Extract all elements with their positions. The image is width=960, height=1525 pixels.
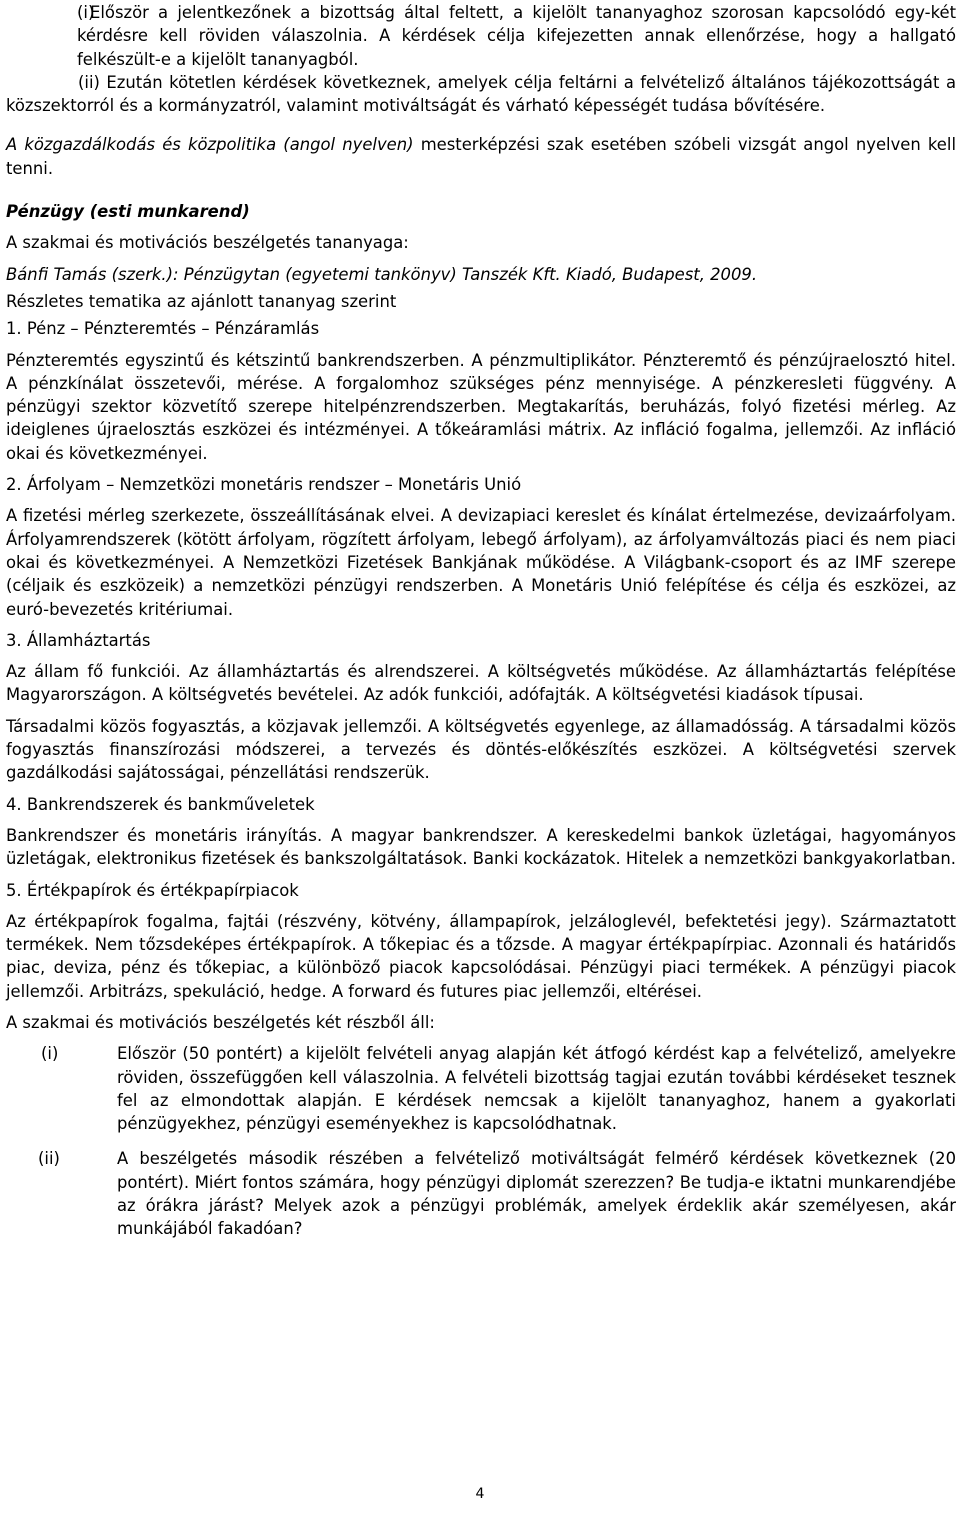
reference: Bánfi Tamás (szerk.): Pénzügytan (egyetemi tankönyv) Tanszék Kft. Kiadó, Budapest, 2009. <box>6 264 758 284</box>
intro-item-ii: (ii) Ezután kötetlen kérdések következnek, amelyek célja feltárni a felvételiző általános tájékozottságát a közszektorról és a kormányzatról, valamint motiváltságát és várható képességét tudása bővítésére. <box>6 72 956 116</box>
document-page <box>6 0 956 1241</box>
section-title: Pénzügy (esti munkarend) <box>6 202 250 222</box>
interview-item-text: Először (50 pontért) a kijelölt felvételi anyag alapján két átfogó kérdést kap a felvételiző, amelyekre röviden, összefüggően kell válaszolnia. A felvételi bizottság tagjai ezután további kérdéseket tesznek fel az elmondottak alapján. E kérdések nemcsak a kijelölt tananyaghoz, hanem a gyakorlati pénzügyekhez, pénzügyi eseményekhez is kapcsolódhatnak. <box>117 1044 956 1134</box>
topic-paragraph: Pénzteremtés egyszintű és kétszintű bankrendszerben. A pénzmultiplikátor. Pénzteremtő és pénzújraelosztó hitel. A pénzkínálat összetevői, mérése. A forgalomhoz szükséges pénz mennyisége. A pénzkeresleti függvény. A pénzügyi szektor közvetítő szerepe hitelpénzrendszerben. Megtakarítás, beruházás, folyó fizetési mérleg. Az ideiglenes újraelosztás eszközei és intézményei. A tőkeáramlási mátrix. Az infláció fogalma, jellemzői. Az infláció okai és következményei. <box>6 350 956 463</box>
tematika-note: Részletes tematika az ajánlott tananyag szerint <box>6 291 397 311</box>
topic-heading: 5. Értékpapírok és értékpapírpiacok <box>6 880 299 900</box>
intro-note <box>6 133 956 180</box>
interview-item <box>6 1147 956 1240</box>
page-number: 4 <box>475 1486 485 1502</box>
topic-heading: 3. Államháztartás <box>6 630 151 650</box>
intro-note-text: mesterképzési szak esetében szóbeli vizsgát angol nyelven kell tenni. <box>6 135 956 178</box>
topic-heading: 4. Bankrendszerek és bankműveletek <box>6 794 315 814</box>
topic-paragraph: Bankrendszer és monetáris irányítás. A magyar bankrendszer. A kereskedelmi bankok üzletágai, hagyományos üzletágak, elektronikus fizetések és bankszolgáltatások. Banki kockázatok. Hitelek a nemzetközi bankgyakorlatban. <box>6 825 956 869</box>
topic-paragraph: Az értékpapírok fogalma, fajtái (részvény, kötvény, állampapírok, jelzáloglevél, befektetési jegy). Származtatott termékek. Nem tőzsdeképes értékpapírok. A tőkepiac és a tőzsde. A magyar értékpapírpiac. Azonnali és határidős piac, deviza, pénz és tőkepiac, a különböző piacok kapcsolódásai. Pénzügyi piaci termékek. A pénzügyi piacok jellemzői. Arbitrázs, spekuláció, hedge. A forward és futures piac jellemzői, eltérései. <box>6 911 956 1001</box>
intro-item-i-number: (i) <box>77 3 95 22</box>
interview-intro: A szakmai és motivációs beszélgetés két részből áll: <box>6 1012 435 1032</box>
topic-heading: 2. Árfolyam – Nemzetközi monetáris rendszer – Monetáris Unió <box>6 475 522 495</box>
topic-paragraph: Társadalmi közös fogyasztás, a közjavak jellemzői. A költségvetés egyenlege, az államadósság. A társadalmi közös fogyasztás finanszírozási módszerei, a tervezés és döntés-előkészítés eszközei. A költségvetési szervek gazdálkodási sajátosságai, pénzellátási rendszerük. <box>6 716 956 783</box>
topic-paragraph: Az állam fő funkciói. Az államháztartás és alrendszerei. A költségvetés működése. Az államháztartás felépítése Magyarországon. A költségvetés bevételei. Az adók funkciói, adófajták. A költségvetési kiadások típusai. <box>6 662 956 705</box>
intro-item-i <box>6 1 956 71</box>
topic-heading: 1. Pénz – Pénzteremtés – Pénzáramlás <box>6 319 320 339</box>
interview-item-number: (i) <box>41 1044 59 1064</box>
interview-item-text: A beszélgetés második részében a felvételiző motiváltságát felmérő kérdések következnek (20 pontért). Miért fontos számára, hogy pénzügyi diplomát szerezzen? Be tudja-e iktatni munkarendjébe az órákra járást? Melyek azok a pénzügyi problémák, amelyek érdeklik akár személyesen, akár munkájából fakadóan? <box>117 1149 956 1239</box>
section-subtitle: A szakmai és motivációs beszélgetés tananyaga: <box>6 233 409 253</box>
interview-item <box>6 1042 956 1135</box>
interview-item-number: (ii) <box>38 1149 60 1169</box>
topic-paragraph: A fizetési mérleg szerkezete, összeállításának elvei. A devizapiaci kereslet és kínálat értelmezése, devizaárfolyam. Árfolyamrendszerek (kötött árfolyam, rögzített árfolyam, lebegő árfolyam), az árfolyamváltozás piaci és nem piaci okai és következményei. A Nemzetközi Fizetések Bankjának működése. A Világbank-csoport és az IMF szerepe (céljaik és eszközeik) a nemzetközi pénzügyi rendszerben. A Monetáris Unió felépítése és célja és eszközei, az euró-bevezetés kritériumai. <box>6 506 956 619</box>
program-name: A közgazdálkodás és közpolitika (angol nyelven) <box>6 135 414 155</box>
intro-item-i-text: Először a jelentkezőnek a bizottság által feltett, a kijelölt tananyaghoz szorosan kapcsolódó egy-két kérdésre kell röviden válaszolnia. A kérdések célja kifejezetten annak ellenőrzése, hogy a hallgató felkészült-e a kijelölt tananyagból. <box>77 3 956 69</box>
